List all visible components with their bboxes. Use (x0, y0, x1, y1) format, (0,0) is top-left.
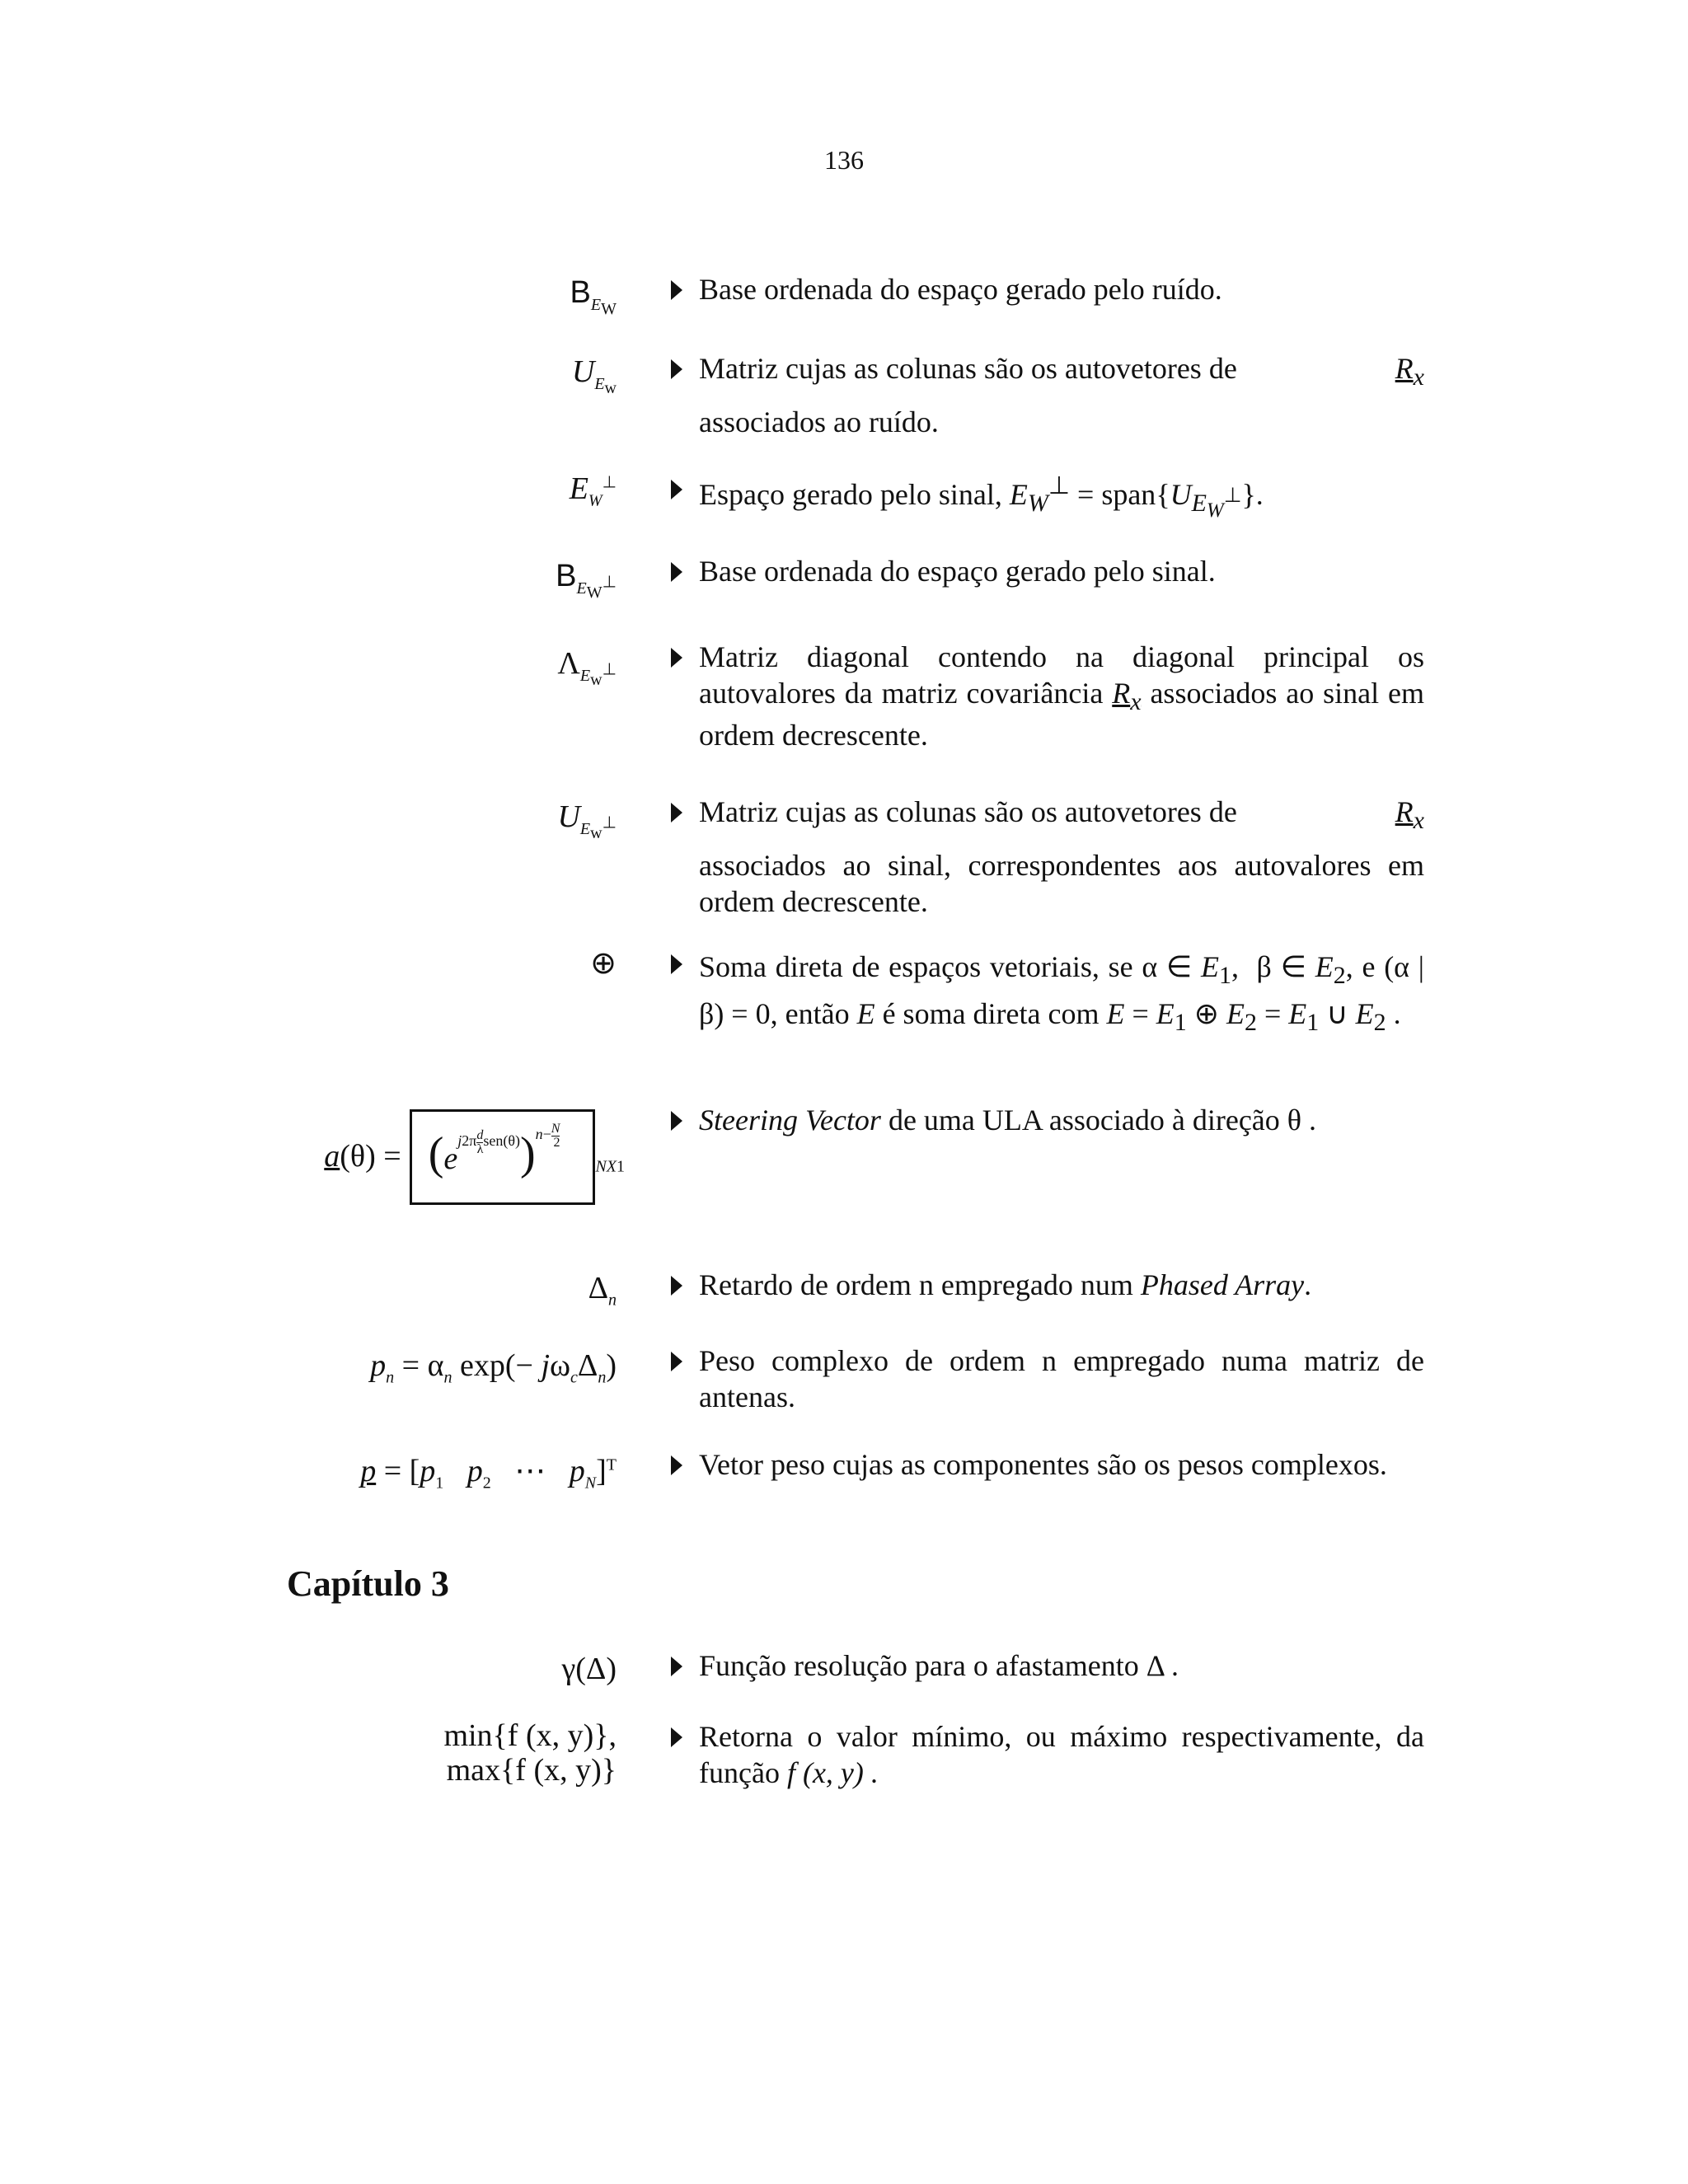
symbol-b-ew-perp: $B_{E_W^\perp}$ (556, 559, 617, 602)
description: Espaço gerado pelo sinal, $E_W^\perp$ = $span\{U_{E_W^\perp}\}$. (699, 472, 1264, 523)
symbol-u-ew: $U_{E_w}$ (571, 354, 617, 397)
description: Base ordenada do espaço gerado pelo ruído. (699, 273, 1222, 306)
description: Matriz cujas as colunas são os autovetores de $R_x$ associados ao ruído. (699, 352, 1424, 438)
matrix-bracket: $(e^{j2\pi \frac{d}{\lambda} sen(\theta)})^{n- \frac{N}{2}}$ (410, 1109, 596, 1205)
description: Vetor peso cujas as componentes são os pesos complexos. (699, 1448, 1387, 1481)
bullet-icon (671, 1455, 682, 1475)
bullet-icon (671, 1657, 682, 1676)
symbol-weight-vector: $p = [p_1$ $p_2$ ⋯ $p_N]^T$ (360, 1454, 617, 1493)
symbol-b-ew: $B_{E_W}$ (570, 275, 617, 318)
bullet-icon (671, 480, 682, 499)
symbol-delta-n: $\Delta_n$ (588, 1271, 617, 1310)
symbol-steering-vector: $a(\theta) = (e^{j2\pi \frac{d}{\lambda} sen(\theta)})^{n- \frac{N}{2}}$ $_{NX1}$ (324, 1109, 625, 1205)
description: Matriz cujas as colunas são os autovetores de $R_x$ associados ao sinal, correspondentes aos autovalores em ordem decrescente. (699, 795, 1424, 918)
chapter-heading: Capítulo 3 (287, 1563, 449, 1604)
bullet-icon (671, 562, 682, 582)
bullet-icon (671, 1727, 682, 1747)
symbol-gamma-delta: γ(Δ) (561, 1652, 617, 1686)
symbol-lambda-ew-perp: $\Lambda_{E_w^\perp}$ (557, 646, 617, 689)
symbol-u-ew-perp: $U_{E_w^\perp}$ (557, 799, 617, 842)
bullet-icon (671, 803, 682, 823)
description: Retardo de ordem n empregado num Phased Array. (699, 1268, 1312, 1301)
description: Matriz diagonal contendo na diagonal principal os autovalores da matriz covariância $R_x$ associados ao sinal em ordem decrescente. (699, 640, 1424, 752)
description: Base ordenada do espaço gerado pelo sinal. (699, 555, 1216, 588)
description: Função resolução para o afastamento Δ . (699, 1649, 1179, 1682)
description: Soma direta de espaços vetoriais, se α ∈ $E_1$, β ∈ $E_2$, e (α | β) = 0, então E é soma direta com $E = E_1$ ⊕ $E_2 = E_1$ ∪ $E_2$ . (699, 950, 1425, 1037)
bullet-icon (671, 648, 682, 668)
symbol-direct-sum: ⊕ (590, 946, 617, 981)
symbol-min-max: min{f (x, y)}, max{f (x, y)} (443, 1718, 617, 1788)
bullet-icon (671, 1276, 682, 1296)
symbol-ew-perp: $E_W^\perp$ (569, 471, 617, 510)
description: Peso complexo de ordem n empregado numa matriz de antenas. (699, 1344, 1424, 1413)
description: Retorna o valor mínimo, ou máximo respectivamente, da função f (x, y) . (699, 1720, 1424, 1789)
bullet-icon (671, 954, 682, 974)
bullet-icon (671, 1111, 682, 1131)
description: Steering Vector de uma ULA associado à direção θ . (699, 1104, 1317, 1137)
page-number: 136 (824, 145, 864, 175)
symbol-complex-weight: $p_n = \alpha_n$ $\exp(- j\omega_c\Delta_n)$ (370, 1348, 617, 1387)
bullet-icon (671, 359, 682, 379)
bullet-icon (671, 1352, 682, 1371)
bullet-icon (671, 280, 682, 300)
